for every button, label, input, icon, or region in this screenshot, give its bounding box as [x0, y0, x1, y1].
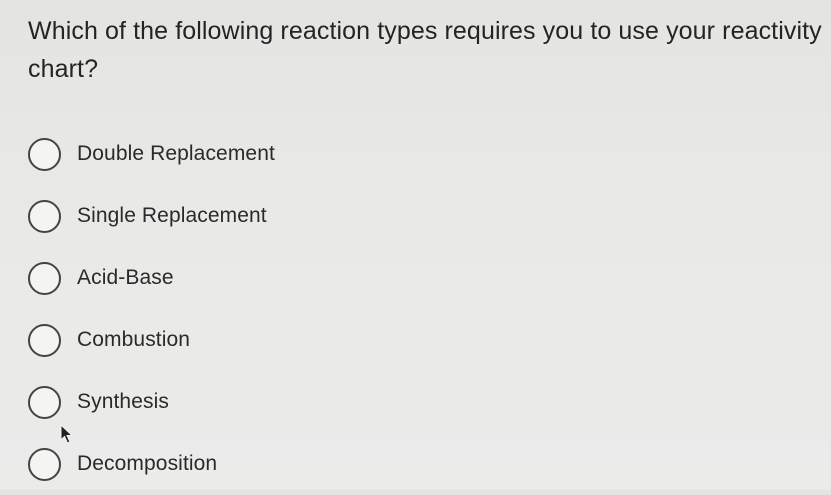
option-acid-base[interactable]: [28, 247, 275, 309]
option-double-replacement[interactable]: [28, 123, 275, 185]
option-combustion[interactable]: [28, 309, 275, 371]
radio-button-unchecked-icon[interactable]: [28, 324, 61, 357]
radio-button-unchecked-icon[interactable]: [28, 200, 61, 233]
radio-button-unchecked-icon[interactable]: [28, 262, 61, 295]
option-label: Single Replacement: [77, 204, 267, 227]
mouse-pointer-icon: [60, 424, 74, 444]
radio-button-unchecked-icon[interactable]: [28, 138, 61, 171]
radio-button-unchecked-icon[interactable]: [28, 448, 61, 481]
question-text: Which of the following reaction types requires you to use your reactivity chart?: [28, 17, 822, 83]
option-label: Double Replacement: [77, 142, 275, 165]
option-label: Acid-Base: [77, 266, 174, 289]
option-single-replacement[interactable]: [28, 185, 275, 247]
radio-button-unchecked-icon[interactable]: [28, 386, 61, 419]
option-label: Synthesis: [77, 390, 169, 413]
option-label: Combustion: [77, 328, 191, 351]
option-label: Decomposition: [77, 452, 218, 475]
